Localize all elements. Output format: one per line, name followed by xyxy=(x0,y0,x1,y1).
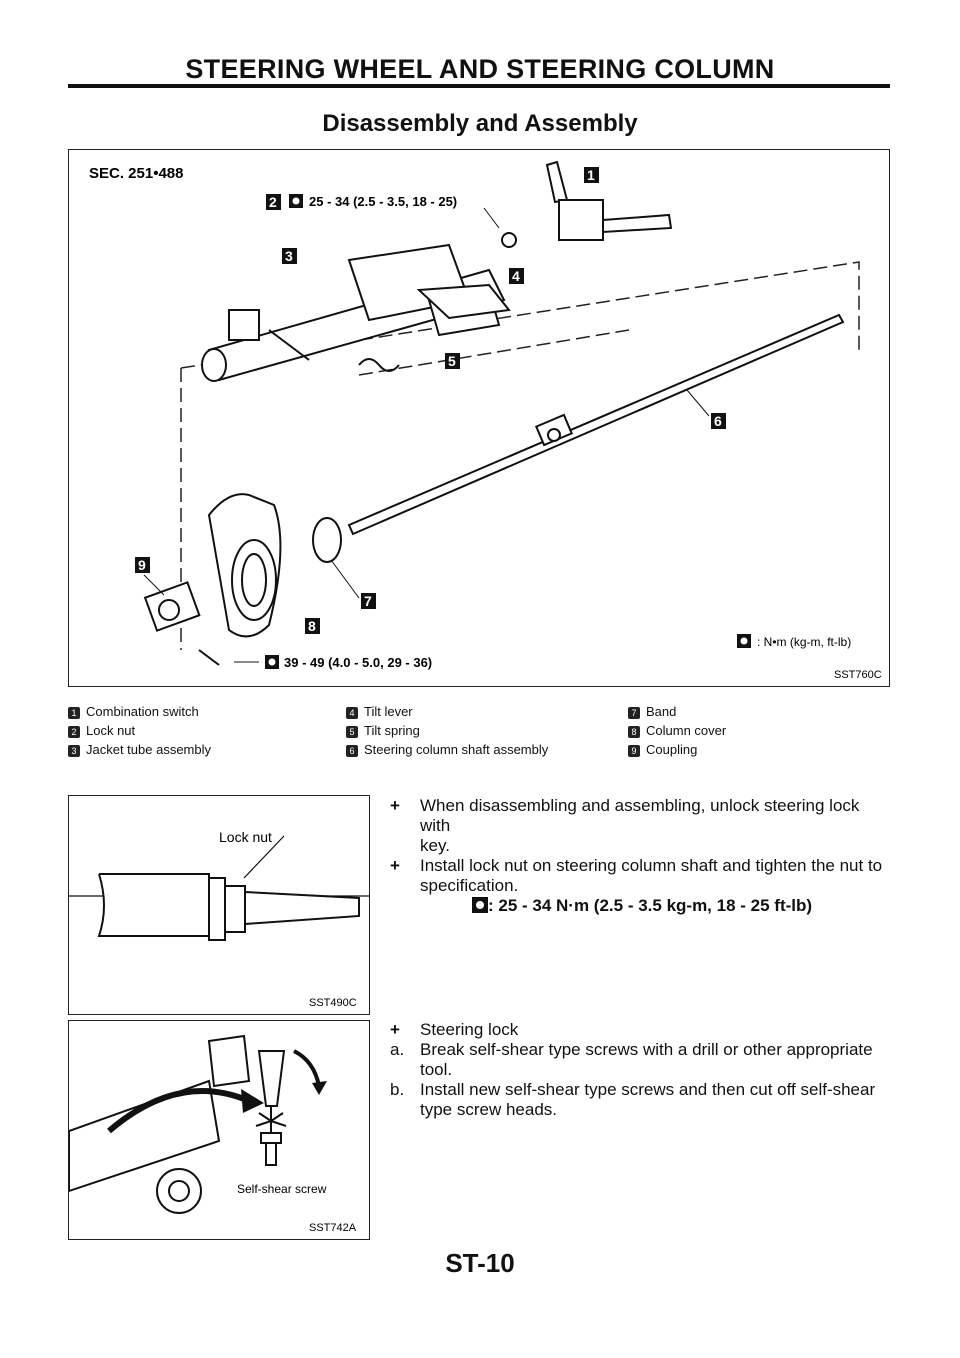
torque-spec-text: : 25 - 34 N·m (2.5 - 3.5 kg-m, 18 - 25 ft-lb) xyxy=(488,896,813,915)
instruction-text-line: type screw heads. xyxy=(420,1100,558,1119)
legend-item xyxy=(628,721,828,740)
instructions-steering-lock xyxy=(390,1020,890,1120)
legend-number: 7 xyxy=(628,707,640,719)
callout-2: 2 xyxy=(269,194,277,210)
torque-spec xyxy=(390,896,890,916)
torque-wrench-icon-bottom xyxy=(265,655,279,669)
legend-number: 5 xyxy=(346,726,358,738)
combination-switch-drawing xyxy=(547,162,671,240)
instructions-lock-nut xyxy=(390,796,890,916)
tilt-spring-drawing xyxy=(359,359,399,371)
legend-column-3 xyxy=(628,702,828,759)
leader-line-2 xyxy=(484,208,499,228)
instruction-heading: Steering lock xyxy=(420,1020,519,1039)
legend-label: Column cover xyxy=(646,723,727,738)
self-shear-screw-drawing xyxy=(69,1021,369,1239)
instruction-text-line: When disassembling and assembling, unlock steering lock with xyxy=(420,796,860,835)
leader-line-9 xyxy=(144,575,164,595)
column-cover-drawing xyxy=(209,494,280,636)
legend-number: 4 xyxy=(346,707,358,719)
callout-4: 4 xyxy=(512,268,520,284)
page-number: ST-10 xyxy=(445,1248,515,1278)
callout-7: 7 xyxy=(364,593,372,609)
instruction-text-line: specification. xyxy=(420,876,519,895)
instruction-step-a xyxy=(390,1040,890,1080)
self-shear-screw-label: Self-shear screw xyxy=(237,1182,327,1196)
legend-item xyxy=(68,702,308,721)
legend-label: Lock nut xyxy=(86,723,136,738)
bullet-icon: + xyxy=(390,856,400,875)
legend-label: Jacket tube assembly xyxy=(86,742,212,757)
legend-item xyxy=(628,702,828,721)
legend-label: Band xyxy=(646,704,677,719)
lock-nut-drawing xyxy=(502,233,516,247)
main-exploded-diagram xyxy=(68,149,890,687)
instruction-text-line: Install new self-shear type screws and then cut off self-shear xyxy=(420,1080,876,1099)
legend-item xyxy=(68,721,308,740)
exploded-view-drawing xyxy=(69,150,889,686)
figure-code-main: SST760C xyxy=(834,669,882,681)
figure-code-sst490c: SST490C xyxy=(309,997,357,1009)
figure-code-sst742a: SST742A xyxy=(309,1222,357,1234)
torque-spec-bottom: 39 - 49 (4.0 - 5.0, 29 - 36) xyxy=(284,655,433,670)
legend-number: 2 xyxy=(68,726,80,738)
legend-label: Steering column shaft assembly xyxy=(364,742,549,757)
leader-line-7 xyxy=(331,560,359,598)
legend-item xyxy=(346,740,606,759)
unit-note: : N•m (kg-m, ft-lb) xyxy=(757,635,852,649)
torque-spec-top: 25 - 34 (2.5 - 3.5, 18 - 25) xyxy=(309,194,458,209)
legend-item xyxy=(68,740,308,759)
steering-column-shaft-drawing xyxy=(349,315,843,534)
step-label: a. xyxy=(390,1040,405,1059)
page-header-title: STEERING WHEEL AND STEERING COLUMN xyxy=(185,54,775,84)
lock-nut-label: Lock nut xyxy=(219,829,272,845)
legend-item xyxy=(346,702,606,721)
instruction-text-line: Install lock nut on steering column shaft and tighten the nut to xyxy=(420,856,883,875)
torque-wrench-icon xyxy=(472,897,488,913)
legend-label: Tilt spring xyxy=(364,723,420,738)
legend-number: 8 xyxy=(628,726,640,738)
legend-label: Tilt lever xyxy=(364,704,413,719)
legend-number: 1 xyxy=(68,707,80,719)
leader-line-6 xyxy=(687,390,709,416)
bullet-icon: + xyxy=(390,796,400,815)
legend-item xyxy=(628,740,828,759)
instruction-item xyxy=(390,796,890,856)
torque-wrench-icon xyxy=(289,194,303,208)
legend-label: Coupling xyxy=(646,742,698,757)
callout-3: 3 xyxy=(285,248,293,264)
instruction-text-line: tool. xyxy=(420,1060,453,1079)
instruction-item xyxy=(390,1020,890,1040)
self-shear-screw-figure xyxy=(68,1020,370,1240)
instruction-step-b xyxy=(390,1080,890,1120)
section-title: Disassembly and Assembly xyxy=(322,110,638,137)
torque-wrench-icon-legend xyxy=(737,634,751,648)
callout-6: 6 xyxy=(714,413,722,429)
callout-9: 9 xyxy=(138,557,146,573)
step-label: b. xyxy=(390,1080,405,1099)
instruction-item xyxy=(390,856,890,896)
legend-number: 9 xyxy=(628,745,640,757)
legend-column-2 xyxy=(346,702,606,759)
lock-nut-drawing xyxy=(69,796,369,1014)
legend-number: 3 xyxy=(68,745,80,757)
legend-label: Combination switch xyxy=(86,704,199,719)
instruction-text-line: Break self-shear type screws with a drill or other appropriate xyxy=(420,1040,873,1059)
legend-column-1 xyxy=(68,702,308,759)
band-drawing xyxy=(313,518,341,562)
bullet-icon: + xyxy=(390,1020,400,1039)
sec-label: SEC. 251•488 xyxy=(89,165,184,182)
legend-item xyxy=(346,721,606,740)
dashed-boundary-mid xyxy=(359,330,629,375)
header-rule xyxy=(68,84,890,88)
callout-1: 1 xyxy=(587,167,595,183)
lock-nut-figure xyxy=(68,795,370,1015)
instruction-text-line: key. xyxy=(420,836,450,855)
callout-5: 5 xyxy=(448,353,456,369)
callout-8: 8 xyxy=(308,618,316,634)
legend-number: 6 xyxy=(346,745,358,757)
coupling-drawing xyxy=(145,582,219,665)
